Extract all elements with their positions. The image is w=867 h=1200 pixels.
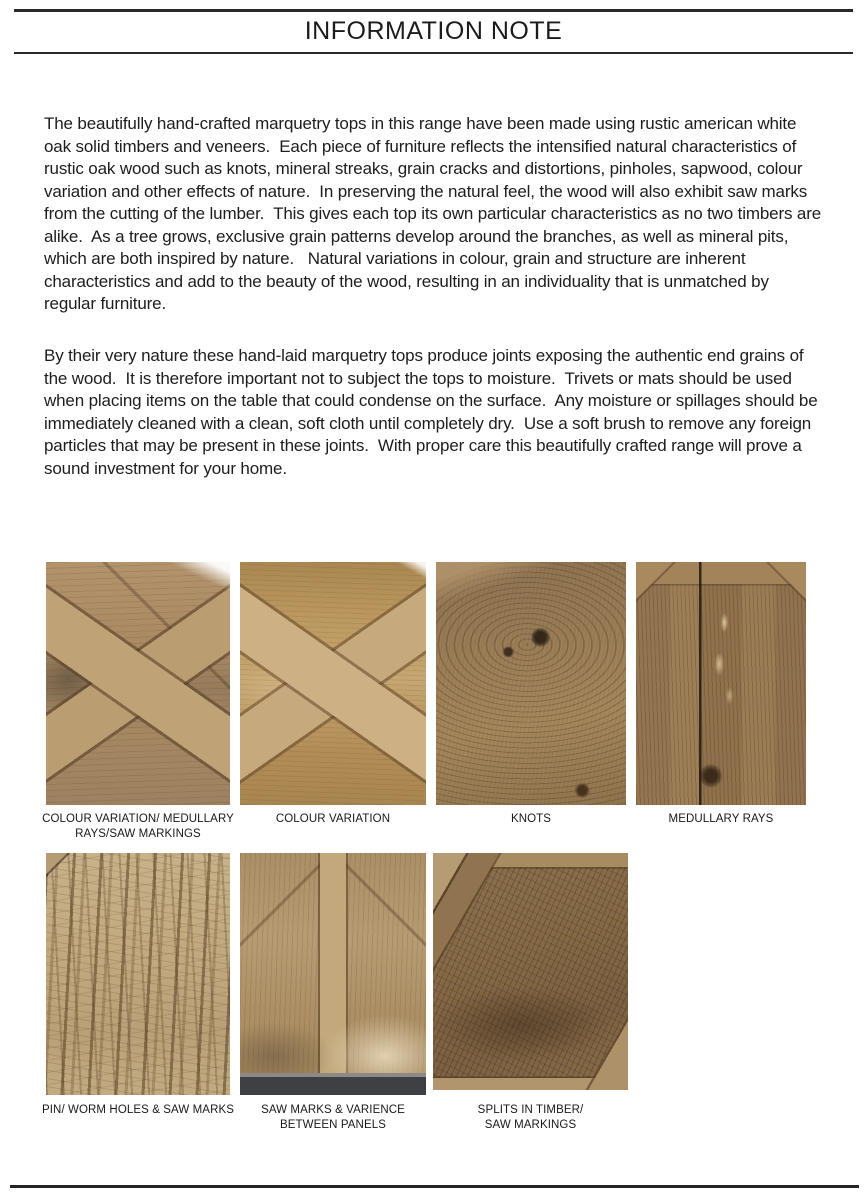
wood-photo: [240, 562, 426, 805]
photo-caption: [232, 812, 434, 827]
care-paragraph: By their very nature these hand-laid marquetry tops produce joints exposing the authentic end grains of the wood. It is therefore important not to subject the tops to moisture. Trivets or mats should be used when placing items on the table that could condense on the surface. Any moisture or spillages should be immediately cleaned with a clean, soft cloth until completely dry. Use a soft brush to remove any foreign particles that may be present in these joints. With proper care this beautifully crafted range will prove a sound investment for your home.: [44, 346, 823, 478]
caption-line: COLOUR VARIATION/ MEDULLARY: [42, 813, 234, 825]
caption-line: MEDULLARY RAYS: [668, 813, 774, 825]
photo-caption: [436, 812, 626, 827]
wood-photo-splits-in-timber-saw-markings: [433, 853, 628, 1090]
caption-line: RAYS/SAW MARKINGS: [75, 827, 201, 840]
caption-line: BETWEEN PANELS: [280, 1118, 386, 1131]
caption-line: COLOUR VARIATION: [275, 813, 391, 825]
wood-photo-knots: [436, 562, 626, 805]
intro-paragraph: The beautifully hand-crafted marquetry tops in this range have been made using rustic american white oak solid timbers and veneers. Each piece of furniture reflects the intensified natural characteristics of rustic oak wood such as knots, mineral streaks, grain cracks and distortions, pinholes, sapwood, colour variation and other effects of nature. In preserving the natural feel, the wood will also exhibit saw marks from the cutting of the lumber. This gives each top its own particular characteristics as no two timbers are alike. As a tree grows, exclusive grain patterns develop around the branches, as well as mineral pits, which are both inspired by nature. Natural variations in colour, grain and structure are inherent characteristics and add to the beauty of the wood, resulting in an individuality that is unmatched by regular furniture.: [44, 114, 826, 313]
wood-photo-saw-marks-varience-between-panels: [240, 853, 426, 1095]
wood-photo-medullary-rays: [636, 562, 806, 805]
wood-photo: [240, 853, 426, 1095]
caption-line: KNOTS: [510, 813, 552, 825]
photo-caption: [232, 1103, 434, 1132]
wood-photo-colour-variation: [240, 562, 426, 805]
wood-photo: [636, 562, 806, 805]
wood-photo: [436, 562, 626, 805]
top-rule: [14, 9, 853, 12]
title-underline-rule: [14, 52, 853, 54]
wood-photo: [46, 562, 230, 805]
bottom-rule: [10, 1185, 859, 1188]
photo-caption: [425, 1103, 636, 1132]
caption-line: SAW MARKINGS: [484, 1118, 577, 1131]
wood-photo-pin-worm-holes-saw-marks: [46, 853, 230, 1095]
photo-caption: [30, 812, 246, 841]
wood-photo: [433, 853, 628, 1090]
caption-line: PIN/ WORM HOLES & SAW MARKS: [41, 1104, 235, 1116]
wood-photo-colour-variation-medullary-rays-saw-markings: [46, 562, 230, 805]
caption-line: SPLITS IN TIMBER/: [477, 1104, 584, 1116]
photo-caption: [628, 812, 814, 827]
wood-photo: [46, 853, 230, 1095]
caption-line: SAW MARKS & VARIENCE: [261, 1104, 405, 1116]
photo-caption: [30, 1103, 246, 1118]
page-title: INFORMATION NOTE: [304, 17, 563, 45]
